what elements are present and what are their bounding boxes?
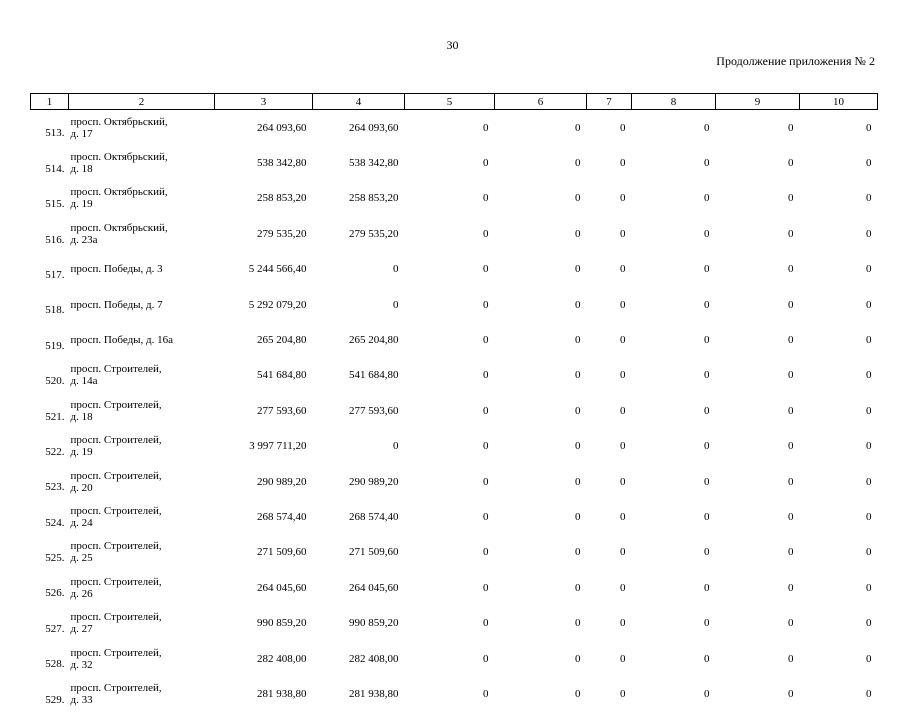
value-cell-c10: 0 xyxy=(866,652,872,665)
value-cell-c6: 0 xyxy=(575,617,581,630)
address-cell xyxy=(69,535,215,570)
value-cell-c7: 0 xyxy=(620,369,626,382)
value-cell-c5: 0 xyxy=(483,440,489,453)
value-cell-c6: 0 xyxy=(575,475,581,488)
table-row xyxy=(31,641,878,676)
value-cell-c4: 264 045,60 xyxy=(349,581,399,594)
value-cell-c9: 0 xyxy=(788,334,794,347)
address-cell xyxy=(69,499,215,534)
value-cell-c6: 0 xyxy=(575,510,581,523)
value-cell-c4: 277 593,60 xyxy=(349,404,399,417)
value-cell-c8: 0 xyxy=(704,192,710,205)
value-cell-c10: 0 xyxy=(866,334,872,347)
address-cell xyxy=(69,464,215,499)
address-cell xyxy=(69,287,215,322)
table-row xyxy=(31,676,878,711)
row-number: 518. xyxy=(45,304,65,317)
value-cell-c6: 0 xyxy=(575,369,581,382)
address-cell xyxy=(69,641,215,676)
value-cell-c5: 0 xyxy=(483,510,489,523)
address-cell xyxy=(69,605,215,640)
value-cell-c8: 0 xyxy=(704,404,710,417)
value-cell-c7: 0 xyxy=(620,298,626,311)
address-line: д. 25 xyxy=(70,552,93,565)
value-cell-c3: 5 292 079,20 xyxy=(248,298,307,311)
value-cell-c4: 290 989,20 xyxy=(349,475,399,488)
table-row xyxy=(31,535,878,570)
value-cell-c3: 264 045,60 xyxy=(257,581,307,594)
column-header: 8 xyxy=(632,94,716,110)
value-cell-c7: 0 xyxy=(620,440,626,453)
address-cell xyxy=(69,322,215,357)
value-cell-c7: 0 xyxy=(620,227,626,240)
value-cell-c8: 0 xyxy=(704,687,710,700)
value-cell-c3: 271 509,60 xyxy=(257,546,307,559)
address-cell xyxy=(69,429,215,464)
value-cell-c5: 0 xyxy=(483,475,489,488)
column-header: 7 xyxy=(587,94,632,110)
value-cell-c8: 0 xyxy=(704,263,710,276)
address-line: просп. Победы, д. 7 xyxy=(70,298,163,311)
value-cell-c8: 0 xyxy=(704,369,710,382)
value-cell-c9: 0 xyxy=(788,546,794,559)
value-cell-c3: 264 093,60 xyxy=(257,121,307,134)
value-cell-c9: 0 xyxy=(788,298,794,311)
value-cell-c8: 0 xyxy=(704,652,710,665)
value-cell-c3: 258 853,20 xyxy=(257,192,307,205)
value-cell-c5: 0 xyxy=(483,687,489,700)
table-row xyxy=(31,393,878,428)
row-number: 521. xyxy=(45,410,65,423)
row-number: 525. xyxy=(45,552,65,565)
value-cell-c8: 0 xyxy=(704,227,710,240)
value-cell-c10: 0 xyxy=(866,581,872,594)
address-line: просп. Строителей, xyxy=(70,398,162,411)
address-line: д. 14а xyxy=(70,375,98,388)
value-cell-c7: 0 xyxy=(620,617,626,630)
column-header: 4 xyxy=(313,94,405,110)
value-cell-c7: 0 xyxy=(620,581,626,594)
row-number: 522. xyxy=(45,445,65,458)
value-cell-c7: 0 xyxy=(620,263,626,276)
value-cell-c7: 0 xyxy=(620,121,626,134)
address-cell xyxy=(69,252,215,287)
table-row xyxy=(31,464,878,499)
address-cell xyxy=(69,110,215,146)
appendix-continuation-label: Продолжение приложения № 2 xyxy=(716,54,875,68)
value-cell-c7: 0 xyxy=(620,404,626,417)
value-cell-c5: 0 xyxy=(483,157,489,170)
address-cell xyxy=(69,358,215,393)
address-line: д. 32 xyxy=(70,658,93,671)
value-cell-c8: 0 xyxy=(704,581,710,594)
value-cell-c3: 265 204,80 xyxy=(257,334,307,347)
value-cell-c9: 0 xyxy=(788,687,794,700)
address-line: просп. Строителей, xyxy=(70,611,162,624)
value-cell-c8: 0 xyxy=(704,510,710,523)
value-cell-c3: 279 535,20 xyxy=(257,227,307,240)
address-line: просп. Октябрьский, xyxy=(70,115,168,128)
value-cell-c5: 0 xyxy=(483,192,489,205)
value-cell-c10: 0 xyxy=(866,687,872,700)
value-cell-c5: 0 xyxy=(483,581,489,594)
address-line: просп. Строителей, xyxy=(70,681,162,694)
table-row xyxy=(31,216,878,251)
table-row xyxy=(31,252,878,287)
value-cell-c5: 0 xyxy=(483,404,489,417)
table-row xyxy=(31,110,878,146)
value-cell-c7: 0 xyxy=(620,192,626,205)
value-cell-c10: 0 xyxy=(866,510,872,523)
value-cell-c4: 264 093,60 xyxy=(349,121,399,134)
row-number: 523. xyxy=(45,481,65,494)
value-cell-c4: 538 342,80 xyxy=(349,157,399,170)
value-cell-c9: 0 xyxy=(788,404,794,417)
value-cell-c9: 0 xyxy=(788,227,794,240)
address-line: д. 18 xyxy=(70,163,93,176)
value-cell-c8: 0 xyxy=(704,298,710,311)
value-cell-c7: 0 xyxy=(620,510,626,523)
value-cell-c9: 0 xyxy=(788,121,794,134)
value-cell-c9: 0 xyxy=(788,617,794,630)
row-number: 516. xyxy=(45,233,65,246)
table-row xyxy=(31,605,878,640)
value-cell-c3: 538 342,80 xyxy=(257,157,307,170)
address-cell xyxy=(69,145,215,180)
address-line: просп. Строителей, xyxy=(70,575,162,588)
value-cell-c10: 0 xyxy=(866,227,872,240)
value-cell-c6: 0 xyxy=(575,263,581,276)
value-cell-c5: 0 xyxy=(483,334,489,347)
value-cell-c8: 0 xyxy=(704,440,710,453)
value-cell-c6: 0 xyxy=(575,652,581,665)
address-line: д. 19 xyxy=(70,446,93,459)
value-cell-c9: 0 xyxy=(788,157,794,170)
address-cell xyxy=(69,676,215,711)
value-cell-c4: 271 509,60 xyxy=(349,546,399,559)
value-cell-c8: 0 xyxy=(704,546,710,559)
value-cell-c8: 0 xyxy=(704,617,710,630)
value-cell-c9: 0 xyxy=(788,652,794,665)
value-cell-c4: 279 535,20 xyxy=(349,227,399,240)
value-cell-c10: 0 xyxy=(866,404,872,417)
table-row xyxy=(31,145,878,180)
table-row xyxy=(31,322,878,357)
row-number: 517. xyxy=(45,268,65,281)
value-cell-c8: 0 xyxy=(704,121,710,134)
address-line: просп. Октябрьский, xyxy=(70,186,168,199)
value-cell-c6: 0 xyxy=(575,546,581,559)
address-line: просп. Строителей, xyxy=(70,504,162,517)
page-number: 30 xyxy=(446,38,459,52)
value-cell-c5: 0 xyxy=(483,121,489,134)
value-cell-c4: 282 408,00 xyxy=(349,652,399,665)
table-row xyxy=(31,181,878,216)
value-cell-c10: 0 xyxy=(866,192,872,205)
value-cell-c7: 0 xyxy=(620,157,626,170)
value-cell-c10: 0 xyxy=(866,157,872,170)
value-cell-c10: 0 xyxy=(866,298,872,311)
value-cell-c9: 0 xyxy=(788,369,794,382)
table-row xyxy=(31,499,878,534)
row-number: 526. xyxy=(45,587,65,600)
value-cell-c3: 282 408,00 xyxy=(257,652,307,665)
value-cell-c5: 0 xyxy=(483,652,489,665)
column-header: 1 xyxy=(31,94,69,110)
row-number: 513. xyxy=(45,127,65,140)
column-header: 3 xyxy=(215,94,313,110)
value-cell-c6: 0 xyxy=(575,581,581,594)
value-cell-c3: 5 244 566,40 xyxy=(248,263,307,276)
data-table xyxy=(30,93,878,712)
value-cell-c4: 265 204,80 xyxy=(349,334,399,347)
value-cell-c6: 0 xyxy=(575,440,581,453)
value-cell-c5: 0 xyxy=(483,617,489,630)
column-header: 6 xyxy=(495,94,587,110)
row-number: 528. xyxy=(45,658,65,671)
value-cell-c4: 268 574,40 xyxy=(349,510,399,523)
value-cell-c10: 0 xyxy=(866,617,872,630)
column-header: 2 xyxy=(69,94,215,110)
address-line: д. 23а xyxy=(70,233,98,246)
value-cell-c8: 0 xyxy=(704,475,710,488)
address-line: просп. Строителей, xyxy=(70,646,162,659)
address-line: просп. Строителей, xyxy=(70,434,162,447)
value-cell-c10: 0 xyxy=(866,440,872,453)
address-line: д. 20 xyxy=(70,481,93,494)
address-line: просп. Строителей, xyxy=(70,540,162,553)
value-cell-c6: 0 xyxy=(575,687,581,700)
row-number: 520. xyxy=(45,375,65,388)
header-row xyxy=(31,94,878,110)
address-cell xyxy=(69,216,215,251)
value-cell-c4: 541 684,80 xyxy=(349,369,399,382)
value-cell-c3: 268 574,40 xyxy=(257,510,307,523)
value-cell-c3: 3 997 711,20 xyxy=(249,440,307,453)
column-header: 10 xyxy=(800,94,878,110)
value-cell-c9: 0 xyxy=(788,263,794,276)
address-line: д. 26 xyxy=(70,587,93,600)
value-cell-c5: 0 xyxy=(483,369,489,382)
value-cell-c4: 0 xyxy=(393,298,399,311)
value-cell-c4: 0 xyxy=(393,263,399,276)
value-cell-c9: 0 xyxy=(788,475,794,488)
address-line: просп. Строителей, xyxy=(70,363,162,376)
value-cell-c4: 990 859,20 xyxy=(349,617,399,630)
value-cell-c3: 277 593,60 xyxy=(257,404,307,417)
value-cell-c10: 0 xyxy=(866,546,872,559)
value-cell-c7: 0 xyxy=(620,687,626,700)
address-cell xyxy=(69,393,215,428)
address-cell xyxy=(69,570,215,605)
address-line: просп. Октябрьский, xyxy=(70,151,168,164)
row-number: 527. xyxy=(45,622,65,635)
value-cell-c5: 0 xyxy=(483,227,489,240)
value-cell-c9: 0 xyxy=(788,440,794,453)
address-line: просп. Победы, д. 16а xyxy=(70,334,174,347)
value-cell-c7: 0 xyxy=(620,334,626,347)
value-cell-c4: 281 938,80 xyxy=(349,687,399,700)
address-cell xyxy=(69,181,215,216)
value-cell-c4: 0 xyxy=(393,440,399,453)
column-header: 9 xyxy=(716,94,800,110)
value-cell-c6: 0 xyxy=(575,334,581,347)
address-line: просп. Строителей, xyxy=(70,469,162,482)
value-cell-c7: 0 xyxy=(620,475,626,488)
value-cell-c8: 0 xyxy=(704,334,710,347)
value-cell-c3: 541 684,80 xyxy=(257,369,307,382)
value-cell-c8: 0 xyxy=(704,157,710,170)
value-cell-c6: 0 xyxy=(575,157,581,170)
value-cell-c7: 0 xyxy=(620,652,626,665)
value-cell-c5: 0 xyxy=(483,298,489,311)
table-row xyxy=(31,570,878,605)
row-number: 515. xyxy=(45,198,65,211)
value-cell-c9: 0 xyxy=(788,581,794,594)
value-cell-c9: 0 xyxy=(788,510,794,523)
value-cell-c10: 0 xyxy=(866,475,872,488)
value-cell-c9: 0 xyxy=(788,192,794,205)
value-cell-c6: 0 xyxy=(575,404,581,417)
address-line: д. 27 xyxy=(70,623,93,636)
value-cell-c7: 0 xyxy=(620,546,626,559)
row-number: 519. xyxy=(45,339,65,352)
value-cell-c6: 0 xyxy=(575,227,581,240)
value-cell-c4: 258 853,20 xyxy=(349,192,399,205)
address-line: д. 18 xyxy=(70,410,93,423)
address-line: д. 17 xyxy=(70,127,93,140)
table-row xyxy=(31,287,878,322)
address-line: просп. Октябрьский, xyxy=(70,221,168,234)
value-cell-c5: 0 xyxy=(483,546,489,559)
value-cell-c10: 0 xyxy=(866,369,872,382)
row-number: 529. xyxy=(45,693,65,706)
address-line: д. 33 xyxy=(70,693,93,706)
value-cell-c10: 0 xyxy=(866,263,872,276)
value-cell-c5: 0 xyxy=(483,263,489,276)
value-cell-c3: 290 989,20 xyxy=(257,475,307,488)
row-number: 524. xyxy=(45,516,65,529)
value-cell-c10: 0 xyxy=(866,121,872,134)
column-header: 5 xyxy=(405,94,495,110)
value-cell-c6: 0 xyxy=(575,298,581,311)
address-line: просп. Победы, д. 3 xyxy=(70,263,163,276)
row-number: 514. xyxy=(45,162,65,175)
value-cell-c3: 990 859,20 xyxy=(257,617,307,630)
value-cell-c6: 0 xyxy=(575,121,581,134)
table-row xyxy=(31,429,878,464)
address-line: д. 19 xyxy=(70,198,93,211)
table-row xyxy=(31,358,878,393)
value-cell-c3: 281 938,80 xyxy=(257,687,307,700)
address-line: д. 24 xyxy=(70,516,93,529)
value-cell-c6: 0 xyxy=(575,192,581,205)
